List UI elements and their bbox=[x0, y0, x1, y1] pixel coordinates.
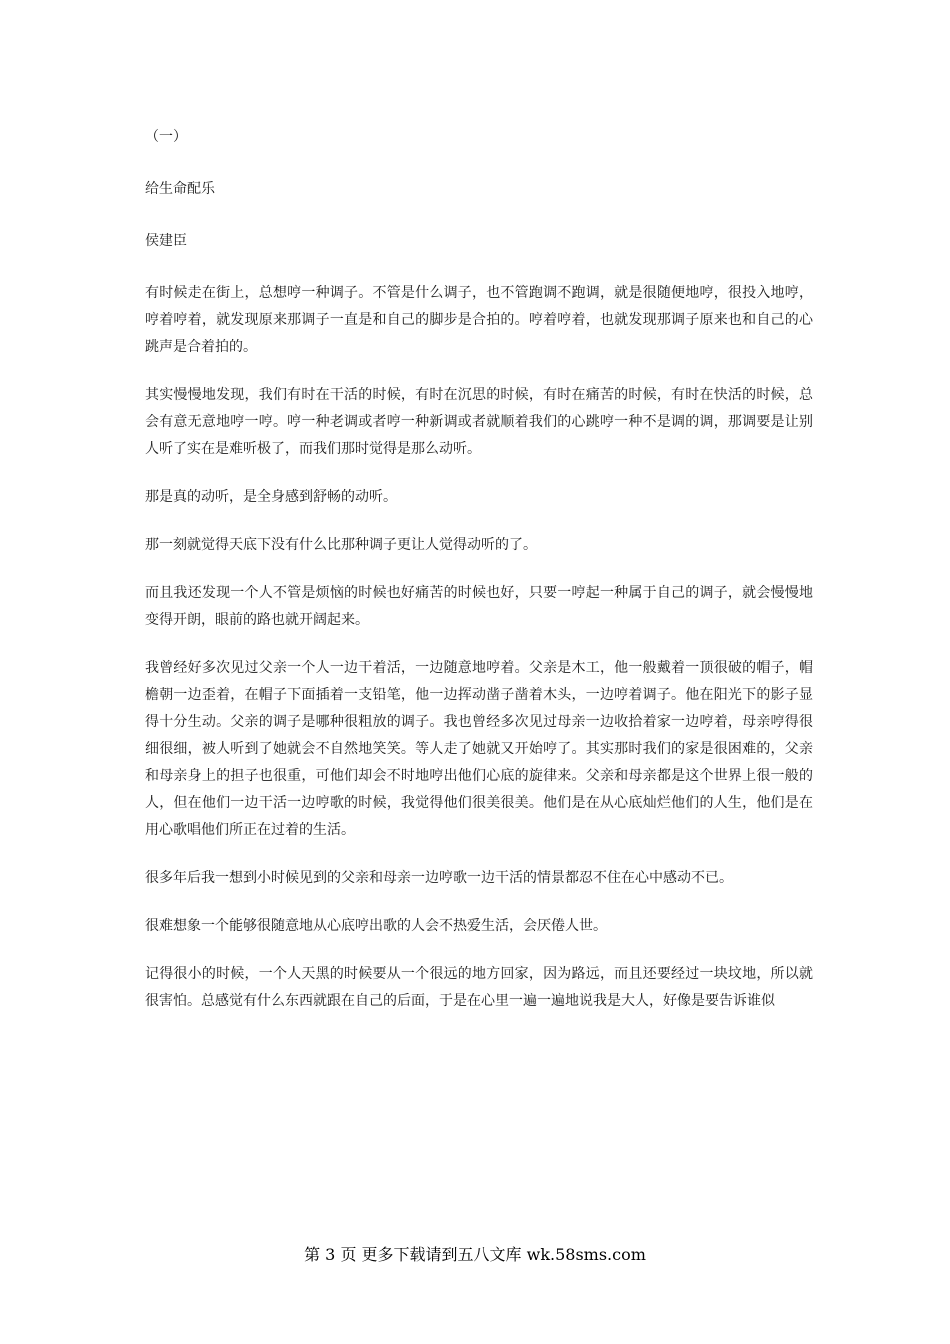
page-footer: 第 3 页 更多下载请到五八文库 wk.58sms.com bbox=[304, 1245, 646, 1264]
paragraph-2: 其实慢慢地发现，我们有时在干活的时候，有时在沉思的时候，有时在痛苦的时候，有时在快活的时候，总会有意无意地哼一哼。哼一种老调或者哼一种新调或者就顺着我们的心跳哼一种不是调的调，那调要是让别人听了实在是难听极了，而我们那时觉得是那么动听。 bbox=[145, 387, 813, 457]
paragraph-3: 那是真的动听，是全身感到舒畅的动听。 bbox=[145, 489, 397, 505]
paragraph-6: 我曾经好多次见过父亲一个人一边干着活，一边随意地哼着。父亲是木工，他一般戴着一顶很破的帽子，帽檐朝一边歪着，在帽子下面插着一支铅笔，他一边挥动凿子凿着木头，一边哼着调子。他在阳光下的影子显得十分生动。父亲的调子是哪种很粗放的调子。我也曾经多次见过母亲一边收拾着家一边哼着，母亲哼得很细很细，被人听到了她就会不自然地笑笑。等人走了她就又开始哼了。其实那时我们的家是很困难的，父亲和母亲身上的担子也很重，可他们却会不时地哼出他们心底的旋律来。父亲和母亲都是这个世界上很一般的人，但在他们一边干活一边哼歌的时候，我觉得他们很美很美。他们是在从心底灿烂他们的人生，他们是在用心歌唱他们所正在过着的生活。 bbox=[145, 660, 813, 838]
article-title: 给生命配乐 bbox=[145, 181, 215, 197]
article-author: 侯建臣 bbox=[145, 233, 187, 249]
paragraph-4: 那一刻就觉得天底下没有什么比那种调子更让人觉得动听的了。 bbox=[145, 537, 537, 553]
section-marker: （一） bbox=[145, 129, 187, 145]
paragraph-9: 记得很小的时候，一个人天黑的时候要从一个很远的地方回家，因为路远，而且还要经过一块坟地，所以就很害怕。总感觉有什么东西就跟在自己的后面，于是在心里一遍一遍地说我是大人，好像是要告诉谁似 bbox=[145, 966, 813, 1009]
paragraph-7: 很多年后我一想到小时候见到的父亲和母亲一边哼歌一边干活的情景都忍不住在心中感动不已。 bbox=[145, 870, 733, 886]
document-body bbox=[145, 124, 813, 1036]
paragraph-5: 而且我还发现一个人不管是烦恼的时候也好痛苦的时候也好，只要一哼起一种属于自己的调子，就会慢慢地变得开朗，眼前的路也就开阔起来。 bbox=[145, 585, 813, 628]
paragraph-1: 有时候走在街上，总想哼一种调子。不管是什么调子，也不管跑调不跑调，就是很随便地哼，很投入地哼，哼着哼着，就发现原来那调子一直是和自己的脚步是合拍的。哼着哼着，也就发现那调子原来也和自己的心跳声是合着拍的。 bbox=[145, 285, 813, 355]
paragraph-8: 很难想象一个能够很随意地从心底哼出歌的人会不热爱生活，会厌倦人世。 bbox=[145, 918, 607, 934]
